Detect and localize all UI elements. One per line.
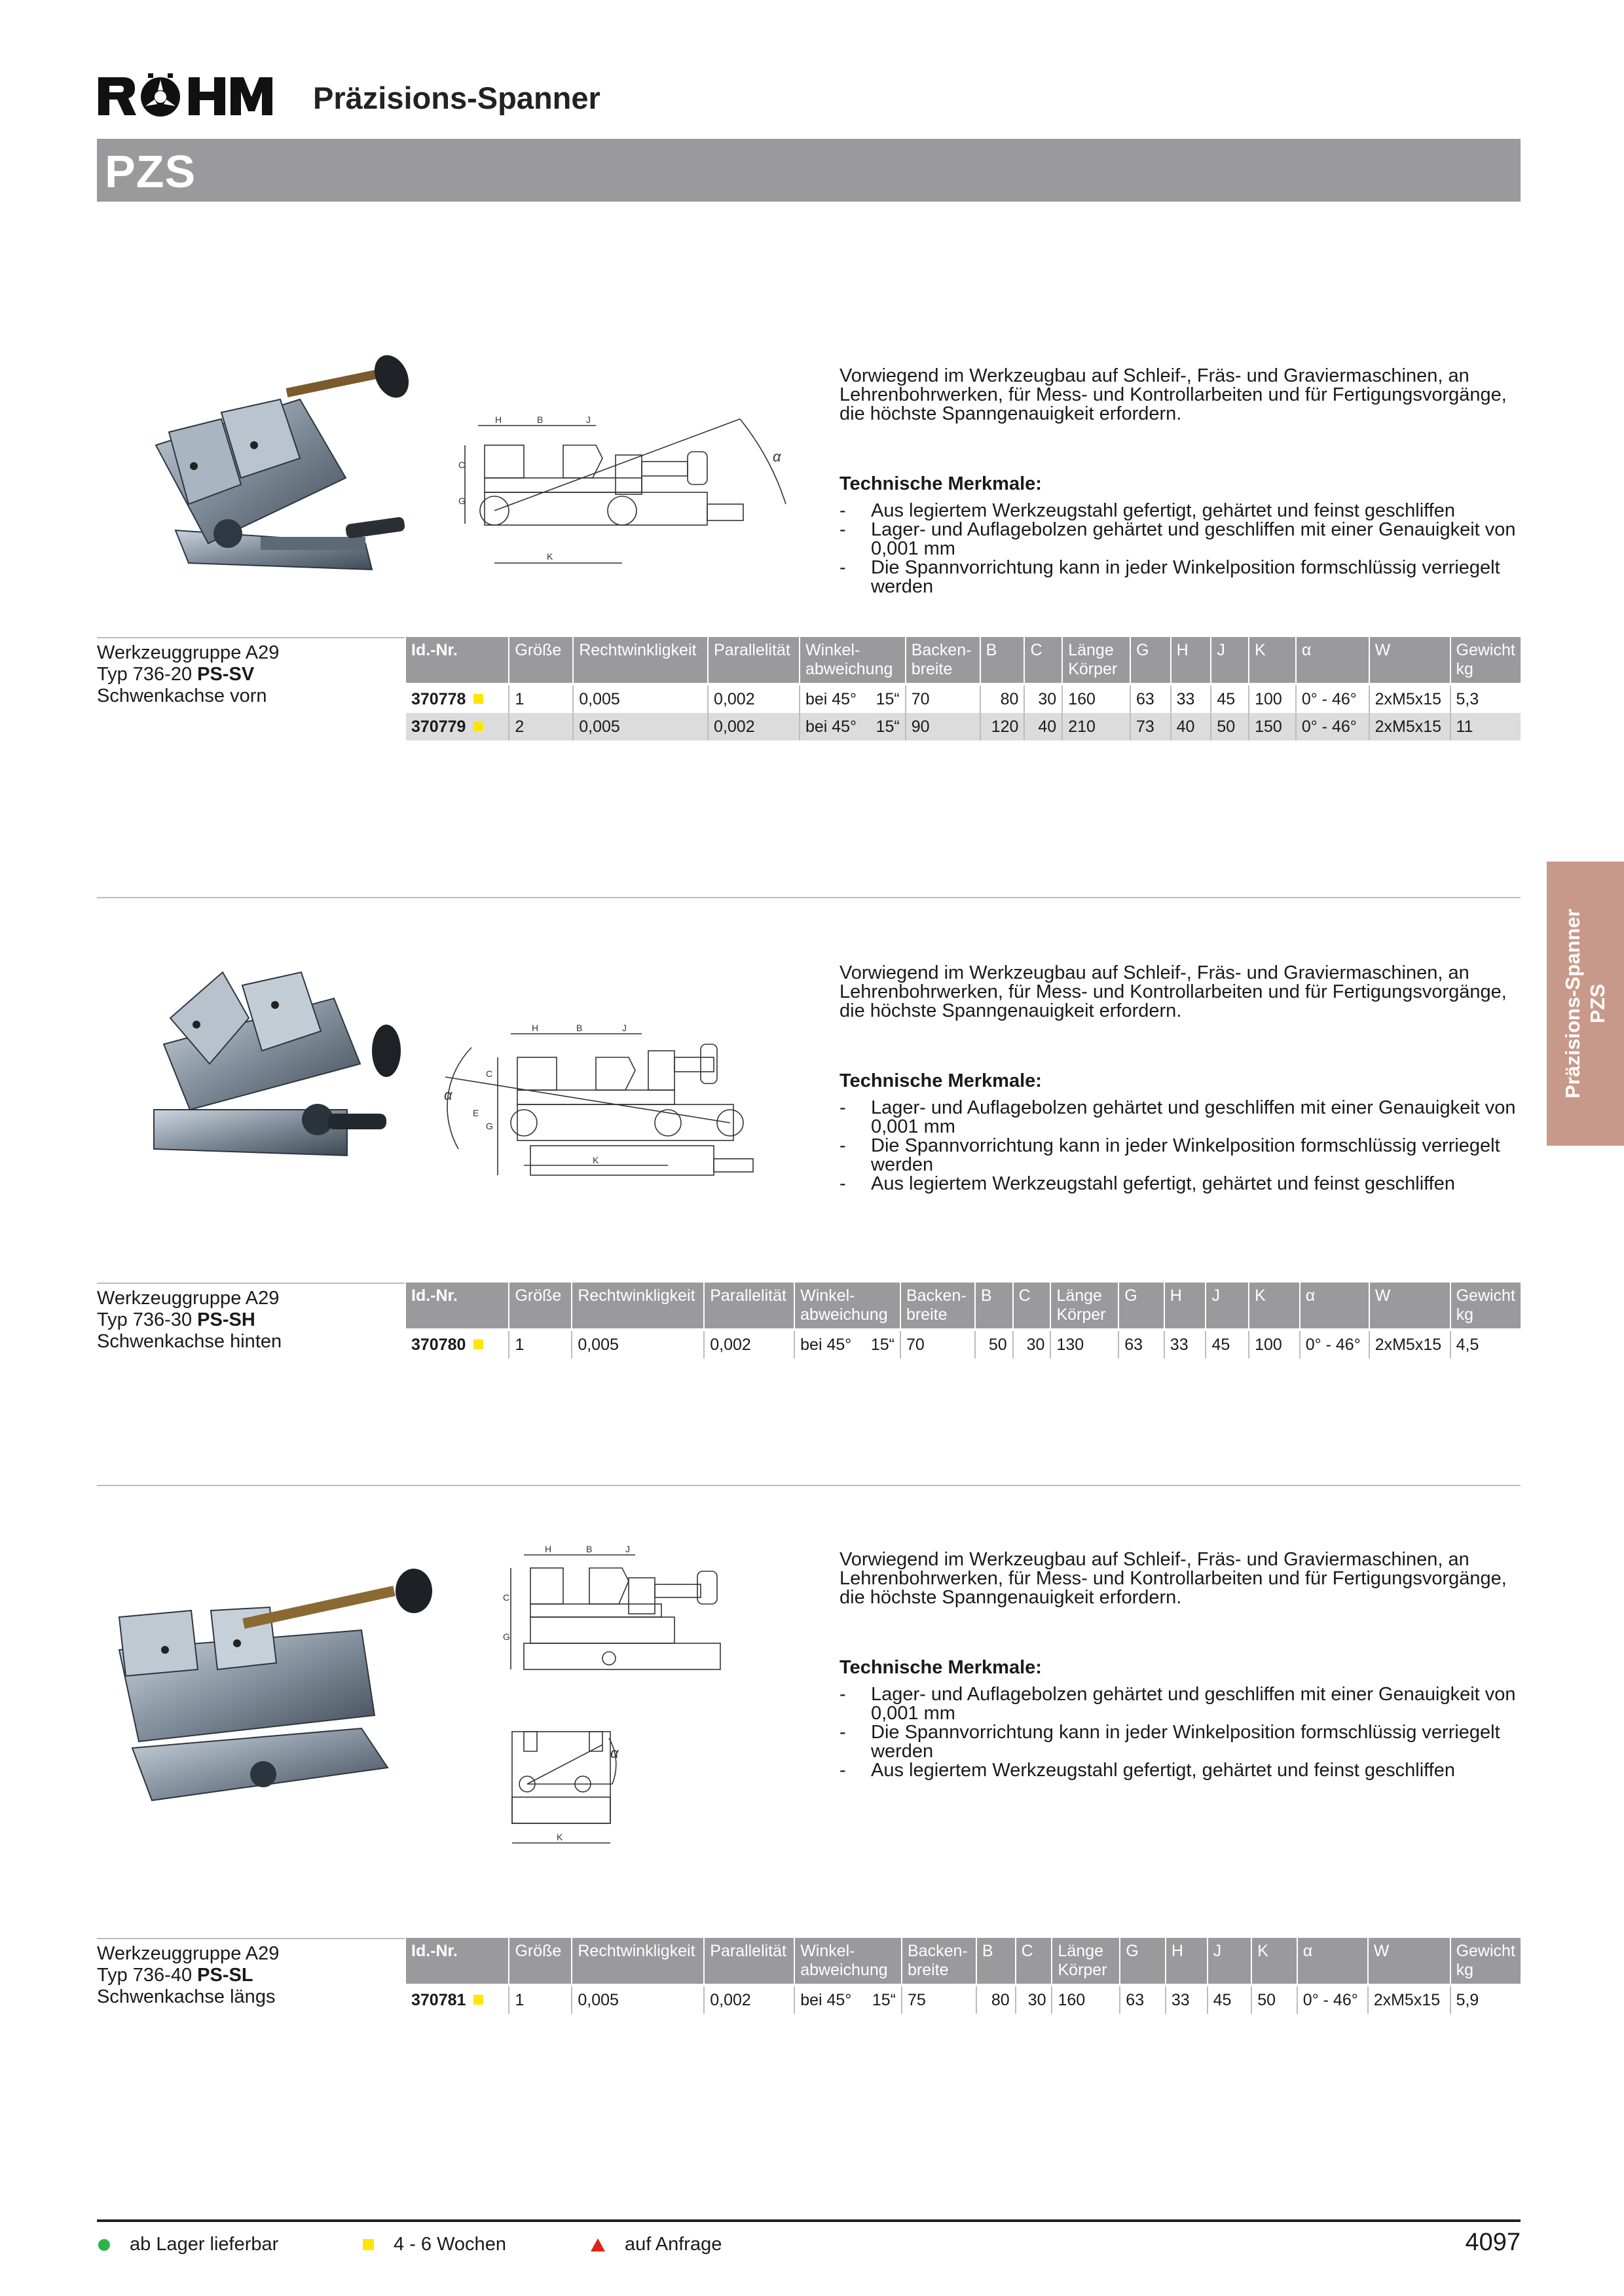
cell-alpha: 0° - 46° [1296, 684, 1369, 713]
col-parallelism: Parallelität [704, 1283, 794, 1330]
svg-text:H: H [532, 1023, 539, 1033]
cell-length: 160 [1062, 684, 1130, 713]
col-g: G [1120, 1938, 1166, 1985]
svg-text:E: E [473, 1108, 479, 1118]
cell-size: 2 [509, 713, 573, 740]
product-photo-ps-sv [149, 347, 424, 583]
svg-text:B: B [586, 1544, 593, 1554]
cell-alpha: 0° - 46° [1297, 1985, 1368, 2014]
feature-item: - Die Spannvorrichtung kann in jeder Winkelposition formschlüssig verriegelt werden [840, 1137, 1521, 1175]
cell-k: 150 [1249, 713, 1296, 740]
tool-group: Werkzeuggruppe A29 [97, 642, 280, 663]
tool-group: Werkzeuggruppe A29 [97, 1943, 280, 1964]
col-b: B [980, 637, 1025, 684]
cell-j: 45 [1208, 1985, 1252, 2014]
svg-text:G: G [503, 1631, 510, 1642]
col-w: W [1368, 1938, 1450, 1985]
feature-item: - Lager- und Auflagebolzen gehärtet und geschliffen mit einer Genauigkeit von 0,001 mm [840, 1685, 1521, 1723]
col-angle-deviation: Winkel- abweichung [794, 1938, 902, 1985]
table-row [406, 1985, 1521, 2014]
green-dot-icon [98, 2239, 110, 2251]
feature-item: - Lager- und Auflagebolzen gehärtet und geschliffen mit einer Genauigkeit von 0,001 mm [840, 1099, 1521, 1137]
col-g: G [1130, 637, 1171, 684]
side-tab [1547, 862, 1624, 1146]
cell-jaw-width: 75 [902, 1985, 976, 2014]
cell-c: 30 [1016, 1985, 1052, 2014]
pivot-axis: Schwenkachse längs [97, 1986, 276, 2007]
cell-squareness: 0,005 [572, 1330, 704, 1358]
product-photo-ps-sl [113, 1578, 466, 1820]
type-code: PS-SV [197, 664, 255, 685]
col-squareness: Rechtwinkligkeit [572, 1938, 704, 1985]
legend-weeks [363, 2234, 506, 2255]
cell-b: 50 [975, 1330, 1013, 1358]
svg-text:α: α [610, 1745, 619, 1761]
cell-c: 40 [1024, 713, 1062, 740]
col-jaw-width: Backen- breite [902, 1938, 976, 1985]
cell-length: 210 [1062, 713, 1130, 740]
cell-j: 45 [1206, 1330, 1249, 1358]
cell-jaw-width: 70 [900, 1330, 975, 1358]
legend-on-request [591, 2234, 722, 2255]
cell-h: 33 [1166, 1985, 1208, 2014]
technical-drawing-ps-sh [432, 1018, 799, 1188]
page-title: PZS [105, 146, 196, 197]
svg-text:C: C [503, 1592, 510, 1603]
intro-text: Vorwiegend im Werkzeugbau auf Schleif-, Fräs- und Graviermaschinen, an Lehrenbohrwerken, für Mess- und Kontrollarbeiten und für Fertigungsvorgänge, die höchste Spanngenauigkeit erfordern. [840, 962, 1507, 1021]
type-line [97, 1965, 405, 1986]
cell-k: 50 [1251, 1985, 1297, 2014]
cell-size: 1 [509, 1330, 572, 1358]
footer-rule [97, 2219, 1521, 2222]
col-c: C [1016, 1938, 1052, 1985]
logo-lettering: RÖHM [97, 65, 129, 76]
red-triangle-icon [591, 2238, 605, 2251]
cell-g: 63 [1120, 1985, 1166, 2014]
table-row [406, 1330, 1521, 1358]
features-list [840, 501, 1521, 596]
availability-square-icon [473, 721, 483, 731]
product-group-label [97, 1938, 405, 2008]
cell-parallelism: 0,002 [704, 1330, 794, 1358]
col-h: H [1166, 1938, 1208, 1985]
legend-on-request-label: auf Anfrage [625, 2234, 722, 2255]
col-parallelism: Parallelität [708, 637, 800, 684]
feature-item: - Die Spannvorrichtung kann in jeder Winkelposition formschlüssig verriegelt werden [840, 1723, 1521, 1761]
cell-id: 370778 [406, 684, 509, 713]
spec-header-row [406, 637, 1521, 684]
cell-c: 30 [1013, 1330, 1051, 1358]
col-b: B [975, 1283, 1013, 1330]
product-photo-ps-sh [151, 959, 426, 1169]
col-length: Länge Körper [1050, 1283, 1118, 1330]
col-j: J [1206, 1283, 1249, 1330]
cell-j: 50 [1211, 713, 1249, 740]
legend-in-stock-label: ab Lager lieferbar [130, 2234, 279, 2255]
cell-squareness: 0,005 [572, 1985, 704, 2014]
svg-text:H: H [495, 414, 502, 425]
type-prefix: Typ 736-20 [97, 664, 198, 685]
svg-text:J: J [625, 1544, 630, 1554]
col-b: B [976, 1938, 1016, 1985]
feature-item: - Lager- und Auflagebolzen gehärtet und geschliffen mit einer Genauigkeit von 0,001 mm [840, 520, 1521, 558]
col-weight: Gewicht kg [1450, 1283, 1521, 1330]
cell-jaw-width: 90 [906, 713, 980, 740]
cell-parallelism: 0,002 [708, 713, 800, 740]
svg-text:G: G [486, 1121, 493, 1131]
availability-square-icon [473, 694, 483, 704]
cell-b: 120 [980, 713, 1025, 740]
spec-header-row [406, 1938, 1521, 1985]
cell-jaw-width: 70 [906, 684, 980, 713]
side-tab-line-1: Präzisions-Spanner [1561, 909, 1584, 1099]
svg-text:J: J [586, 414, 591, 425]
col-w: W [1369, 637, 1450, 684]
col-squareness: Rechtwinkligkeit [572, 1283, 704, 1330]
cell-angle-deviation: bei 45° 15“ [800, 713, 906, 740]
cell-g: 73 [1130, 713, 1171, 740]
col-id: Id.-Nr. [406, 1938, 509, 1985]
spec-table [406, 1283, 1521, 1358]
table-row [406, 713, 1521, 740]
intro-text: Vorwiegend im Werkzeugbau auf Schleif-, Fräs- und Graviermaschinen, an Lehrenbohrwerken, für Mess- und Kontrollarbeiten und für Fertigungsvorgänge, die höchste Spanngenauigkeit erfordern. [840, 365, 1507, 424]
spec-header-row [406, 1283, 1521, 1330]
product-description [840, 367, 1521, 596]
features-title: Technische Merkmale: [840, 1657, 1042, 1678]
svg-text:B: B [576, 1023, 583, 1033]
svg-text:α: α [444, 1087, 452, 1103]
cell-w: 2xM5x15 [1369, 684, 1450, 713]
col-k: K [1249, 1283, 1300, 1330]
col-angle-deviation: Winkel- abweichung [800, 637, 906, 684]
cell-b: 80 [976, 1985, 1016, 2014]
col-angle-deviation: Winkel- abweichung [794, 1283, 900, 1330]
cell-alpha: 0° - 46° [1296, 713, 1369, 740]
pivot-axis: Schwenkachse hinten [97, 1331, 282, 1352]
svg-text:B: B [537, 414, 544, 425]
col-id: Id.-Nr. [406, 1283, 509, 1330]
yellow-square-icon [363, 2239, 374, 2250]
cell-h: 33 [1164, 1330, 1206, 1358]
product-description [840, 964, 1521, 1194]
brand-title: Präzisions-Spanner [313, 81, 600, 115]
type-line [97, 1309, 405, 1331]
table-row [406, 684, 1521, 713]
type-line [97, 664, 405, 685]
feature-item: - Aus legiertem Werkzeugstahl gefertigt, gehärtet und feinst geschliffen [840, 501, 1521, 520]
cell-squareness: 0,005 [573, 713, 708, 740]
type-code: PS-SL [197, 1965, 253, 1986]
cell-weight: 11 [1450, 713, 1521, 740]
feature-item: - Aus legiertem Werkzeugstahl gefertigt, gehärtet und feinst geschliffen [840, 1175, 1521, 1194]
tool-group: Werkzeuggruppe A29 [97, 1288, 280, 1309]
cell-length: 130 [1050, 1330, 1118, 1358]
col-h: H [1171, 637, 1211, 684]
availability-square-icon [473, 1995, 483, 2005]
cell-w: 2xM5x15 [1369, 713, 1450, 740]
cell-squareness: 0,005 [573, 684, 708, 713]
svg-text:K: K [557, 1832, 563, 1842]
svg-text:α: α [773, 448, 781, 465]
col-j: J [1211, 637, 1249, 684]
features-list [840, 1099, 1521, 1194]
legend-in-stock [98, 2234, 278, 2255]
col-alpha: α [1297, 1938, 1368, 1985]
cell-alpha: 0° - 46° [1300, 1330, 1369, 1358]
spec-table [406, 637, 1521, 740]
cell-g: 63 [1118, 1330, 1164, 1358]
cell-k: 100 [1249, 684, 1296, 713]
col-c: C [1024, 637, 1062, 684]
pivot-axis: Schwenkachse vorn [97, 685, 267, 706]
cell-size: 1 [509, 684, 573, 713]
col-j: J [1208, 1938, 1252, 1985]
col-length: Länge Körper [1062, 637, 1130, 684]
svg-text:C: C [486, 1068, 493, 1079]
title-bar [97, 139, 1521, 202]
cell-j: 45 [1211, 684, 1249, 713]
col-k: K [1251, 1938, 1297, 1985]
features-title: Technische Merkmale: [840, 1070, 1042, 1091]
feature-item: - Die Spannvorrichtung kann in jeder Winkelposition formschlüssig verriegelt werden [840, 558, 1521, 596]
section-divider [97, 1485, 1521, 1486]
features-title: Technische Merkmale: [840, 473, 1042, 494]
cell-h: 33 [1171, 684, 1211, 713]
product-group-label [97, 1283, 405, 1353]
svg-text:C: C [458, 460, 466, 470]
section-divider [97, 897, 1521, 898]
col-size: Größe [509, 637, 573, 684]
col-c: C [1013, 1283, 1051, 1330]
page-number: 4097 [1465, 2229, 1521, 2256]
col-g: G [1118, 1283, 1164, 1330]
intro-text: Vorwiegend im Werkzeugbau auf Schleif-, Fräs- und Graviermaschinen, an Lehrenbohrwerken, für Mess- und Kontrollarbeiten und für Fertigungsvorgänge, die höchste Spanngenauigkeit erfordern. [840, 1549, 1507, 1608]
features-list [840, 1685, 1521, 1780]
col-id: Id.-Nr. [406, 637, 509, 684]
col-jaw-width: Backen- breite [906, 637, 980, 684]
spec-table [406, 1938, 1521, 2014]
col-squareness: Rechtwinkligkeit [573, 637, 708, 684]
cell-k: 100 [1249, 1330, 1300, 1358]
col-parallelism: Parallelität [704, 1938, 794, 1985]
svg-text:G: G [458, 496, 466, 506]
type-prefix: Typ 736-30 [97, 1309, 198, 1330]
feature-item: - Aus legiertem Werkzeugstahl gefertigt, gehärtet und feinst geschliffen [840, 1761, 1521, 1780]
cell-c: 30 [1024, 684, 1062, 713]
col-length: Länge Körper [1052, 1938, 1120, 1985]
cell-h: 40 [1171, 713, 1211, 740]
product-group-label [97, 637, 405, 707]
legend-weeks-label: 4 - 6 Wochen [394, 2234, 506, 2255]
availability-square-icon [473, 1339, 483, 1349]
technical-drawing-ps-sv [445, 406, 812, 576]
col-jaw-width: Backen- breite [900, 1283, 975, 1330]
col-alpha: α [1296, 637, 1369, 684]
cell-w: 2xM5x15 [1368, 1985, 1450, 2014]
cell-weight: 5,9 [1450, 1985, 1521, 2014]
cell-parallelism: 0,002 [708, 684, 800, 713]
cell-id: 370779 [406, 713, 509, 740]
col-size: Größe [509, 1938, 572, 1985]
technical-drawing-ps-sl [498, 1542, 812, 1863]
cell-length: 160 [1052, 1985, 1120, 2014]
svg-text:H: H [545, 1544, 552, 1554]
roehm-logo [97, 65, 274, 119]
col-k: K [1249, 637, 1296, 684]
type-code: PS-SH [197, 1309, 255, 1330]
type-prefix: Typ 736-40 [97, 1965, 198, 1986]
col-weight: Gewicht kg [1450, 637, 1521, 684]
col-size: Größe [509, 1283, 572, 1330]
cell-parallelism: 0,002 [704, 1985, 794, 2014]
cell-b: 80 [980, 684, 1025, 713]
col-weight: Gewicht kg [1450, 1938, 1521, 1985]
cell-id: 370781 [406, 1985, 509, 2014]
col-h: H [1164, 1283, 1206, 1330]
svg-text:K: K [593, 1155, 599, 1165]
cell-size: 1 [509, 1985, 572, 2014]
cell-id: 370780 [406, 1330, 509, 1358]
cell-angle-deviation: bei 45° 15“ [794, 1330, 900, 1358]
cell-angle-deviation: bei 45° 15“ [794, 1985, 902, 2014]
col-w: W [1369, 1283, 1450, 1330]
col-alpha: α [1300, 1283, 1369, 1330]
cell-g: 63 [1130, 684, 1171, 713]
cell-w: 2xM5x15 [1369, 1330, 1450, 1358]
cell-angle-deviation: bei 45° 15“ [800, 684, 906, 713]
cell-weight: 4,5 [1450, 1330, 1521, 1358]
svg-text:J: J [622, 1023, 627, 1033]
cell-weight: 5,3 [1450, 684, 1521, 713]
product-description [840, 1550, 1521, 1780]
svg-text:K: K [547, 551, 553, 562]
side-tab-line-2: PZS [1586, 983, 1609, 1024]
